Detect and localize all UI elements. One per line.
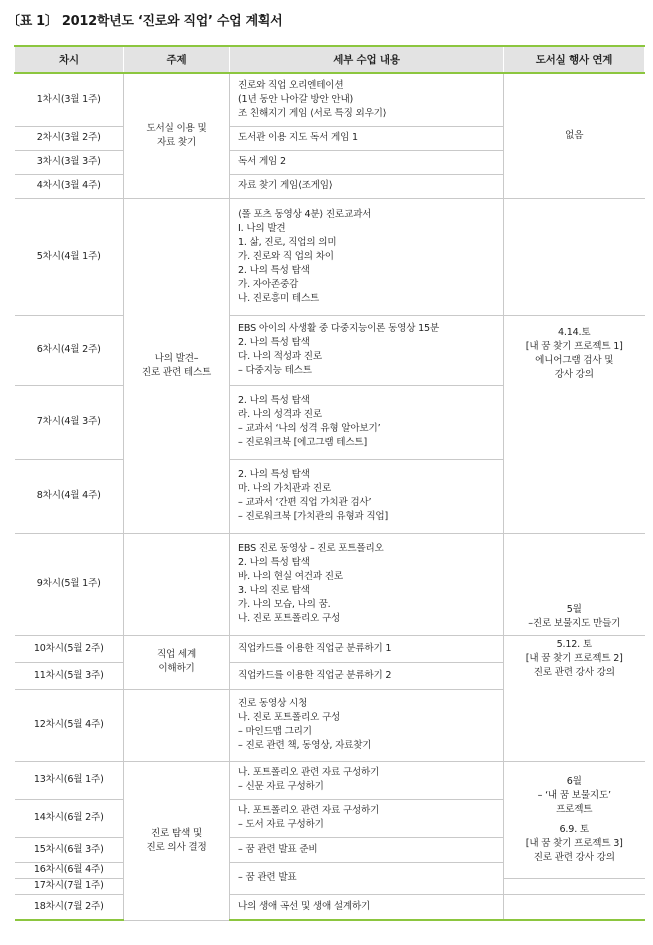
- detail-line: 진로와 직업 오리엔테이션: [238, 79, 344, 91]
- detail-line: 나. 진로 포트폴리오 구성: [238, 613, 341, 624]
- detail-line: 2. 나의 특성 탐색: [238, 337, 310, 348]
- session-cell: 18차시(7월 2주): [15, 894, 124, 920]
- detail-line: 나. 포트폴리오 관련 자료 구성하기: [238, 805, 380, 816]
- session-cell: 14차시(6월 2주): [15, 799, 124, 837]
- detail-cell: [230, 662, 504, 689]
- event-line: 6월: [566, 775, 582, 787]
- detail-line: 마. 나의 가치관과 진로: [238, 483, 332, 494]
- detail-cell: [230, 73, 504, 126]
- detail-line: 가. 나의 모습, 나의 꿈.: [238, 599, 331, 610]
- session-cell: 13차시(6월 1주): [15, 761, 124, 799]
- header-session: 차시: [15, 46, 124, 73]
- detail-cell: [230, 689, 504, 761]
- event-line: 5월: [566, 603, 582, 615]
- detail-cell: [230, 174, 504, 198]
- topic-line: 이해하기: [158, 663, 195, 674]
- event-line: 에니어그램 검사 및: [535, 354, 614, 366]
- table-row: [15, 533, 645, 635]
- event-cell: [504, 73, 645, 198]
- event-cell: [504, 533, 645, 635]
- event-cell-empty: [504, 894, 645, 920]
- detail-line: 2. 나의 특성 탐색: [238, 557, 310, 568]
- event-line: 프로젝트: [556, 803, 593, 815]
- detail-line: – 꿈 관련 발표: [238, 872, 297, 883]
- event-cell-empty: [504, 198, 645, 315]
- topic-line: 나의 발견–: [154, 352, 199, 364]
- event-line: 진로 관련 강사 강의: [533, 851, 615, 863]
- event-line: 6.9. 토: [559, 823, 589, 835]
- session-cell: 12차시(5월 4주): [15, 689, 124, 761]
- topic-cell: [124, 73, 230, 198]
- detail-line: 라. 나의 성격과 진로: [238, 409, 322, 420]
- topic-line: 진로 의사 결정: [146, 841, 207, 853]
- detail-line: 나. 포트폴리오 관련 자료 구성하기: [238, 767, 380, 778]
- detail-line: – 신문 자료 구성하기: [238, 781, 324, 792]
- event-line: [내 꿈 찾기 프로젝트 3]: [525, 837, 623, 849]
- topic-cell-empty: [124, 533, 230, 635]
- detail-line: 직업카드를 이용한 직업군 분류하기 1: [238, 642, 392, 654]
- detail-cell: [230, 385, 504, 459]
- detail-line: 독서 게임 2: [238, 156, 286, 167]
- session-cell: 16차시(6월 4주): [15, 862, 124, 878]
- topic-cell: [124, 198, 230, 533]
- event-line: – ‘내 꿈 보물지도’: [537, 789, 611, 801]
- event-line: 없음: [565, 129, 584, 141]
- detail-line: EBS 진로 동영상 – 진로 포트폴리오: [238, 543, 384, 554]
- session-cell: 6차시(4월 2주): [15, 315, 124, 385]
- detail-cell: [230, 459, 504, 533]
- detail-cell: [230, 150, 504, 174]
- detail-line: 가. 자아존중감: [238, 278, 299, 290]
- topic-cell: [124, 761, 230, 920]
- detail-line: 3. 나의 진로 탐색: [238, 585, 310, 596]
- session-cell: 9차시(5월 1주): [15, 533, 124, 635]
- session-cell: 17차시(7월 1주): [15, 878, 124, 894]
- detail-line: 자료 찾기 게임⟨조게임⟩: [238, 180, 333, 191]
- event-line: [내 꿈 찾기 프로젝트 1]: [525, 340, 623, 352]
- table-row: [15, 761, 645, 799]
- detail-cell: [230, 635, 504, 662]
- event-line: –진로 보물지도 만들기: [528, 617, 621, 629]
- detail-line: Ⅰ. 나의 발견: [238, 222, 286, 234]
- detail-line: ⟨폴 포츠 동영상 4분⟩ 진로교과서: [238, 208, 372, 220]
- detail-line: 진로 동영상 시청: [238, 698, 308, 709]
- table-row: [15, 894, 645, 920]
- session-cell: 8차시(4월 4주): [15, 459, 124, 533]
- detail-line: – 꿈 관련 발표 준비: [238, 843, 318, 855]
- detail-line: 바. 나의 현실 여건과 진로: [238, 571, 343, 582]
- session-cell: 2차시(3월 2주): [15, 126, 124, 150]
- header-row: [15, 46, 645, 73]
- detail-line: – 교과서 ‘나의 성격 유형 알아보기’: [238, 423, 381, 434]
- detail-line: EBS 아이의 사생활 중 다중지능이론 동영상 15분: [238, 323, 440, 334]
- detail-line: – 다중지능 테스트: [238, 365, 312, 376]
- topic-line: 진로 관련 테스트: [141, 366, 212, 378]
- detail-line: – 진로워크북 [가치관의 유형과 직업]: [238, 511, 389, 522]
- detail-line: 나의 생애 곡선 및 생애 설계하기: [238, 900, 371, 912]
- detail-line: – 진로워크북 [에고그램 테스트]: [238, 437, 368, 448]
- header-library-event: 도서실 행사 연계: [504, 46, 645, 73]
- detail-line: 나. 진로 포트폴리오 구성: [238, 712, 341, 723]
- detail-line: (1년 동안 나아갈 방안 안내): [238, 93, 354, 105]
- topic-line: 자료 찾기: [156, 136, 197, 148]
- detail-line: – 도서 자료 구성하기: [238, 819, 324, 830]
- detail-line: 도서관 이용 지도 독서 게임 1: [238, 132, 358, 143]
- session-cell: 11차시(5월 3주): [15, 662, 124, 689]
- event-line: [내 꿈 찾기 프로젝트 2]: [525, 652, 623, 664]
- detail-cell: [230, 761, 504, 799]
- event-cell: [504, 315, 645, 533]
- detail-line: – 마인드맵 그리기: [238, 726, 312, 737]
- detail-cell: [230, 862, 504, 894]
- event-cell: [504, 635, 645, 761]
- detail-cell: [230, 799, 504, 837]
- table-row: [15, 635, 645, 662]
- topic-cell-empty: [124, 689, 230, 761]
- topic-line: 진로 탐색 및: [150, 827, 203, 839]
- detail-line: 1. 삶, 진로, 직업의 의미: [238, 236, 337, 248]
- event-cell: [504, 761, 645, 878]
- table-caption: 〔표 1〕 2012학년도 ‘진로와 직업’ 수업 계획서: [7, 14, 283, 29]
- session-cell: 15차시(6월 3주): [15, 837, 124, 862]
- detail-line: 조 친해지기 게임 ⟨서로 특징 외우기⟩: [238, 107, 387, 119]
- event-line: 진로 관련 강사 강의: [533, 666, 615, 678]
- detail-cell: [230, 533, 504, 635]
- topic-cell: [124, 635, 230, 689]
- session-cell: 1차시(3월 1주): [15, 73, 124, 126]
- table-row: [15, 198, 645, 315]
- detail-line: 2. 나의 특성 탐색: [238, 395, 310, 406]
- detail-cell: [230, 198, 504, 315]
- detail-line: 2. 나의 특성 탐색: [238, 469, 310, 480]
- detail-cell: [230, 126, 504, 150]
- detail-line: 가. 진로와 직 업의 차이: [238, 250, 334, 262]
- topic-line: 직업 세계: [156, 649, 197, 660]
- detail-line: – 진로 관련 책, 동영상, 자료찾기: [238, 740, 372, 751]
- header-details: 세부 수업 내용: [230, 46, 504, 73]
- session-cell: 4차시(3월 4주): [15, 174, 124, 198]
- detail-line: 2. 나의 특성 탐색: [238, 264, 310, 276]
- detail-cell: [230, 837, 504, 862]
- detail-line: 다. 나의 적성과 진로: [238, 351, 322, 362]
- topic-line: 도서실 이용 및: [146, 122, 207, 134]
- detail-line: 직업카드를 이용한 직업군 분류하기 2: [238, 669, 392, 681]
- session-cell: 5차시(4월 1주): [15, 198, 124, 315]
- detail-line: – 교과서 ‘간편 직업 가치관 검사’: [238, 497, 372, 508]
- table-row: [15, 315, 645, 385]
- session-cell: 10차시(5월 2주): [15, 635, 124, 662]
- detail-line: 나. 진로흥미 테스트: [238, 292, 320, 304]
- detail-cell: [230, 894, 504, 920]
- lesson-plan-table: [14, 45, 645, 921]
- event-cell-empty: [504, 878, 645, 894]
- event-line: 4.14.토: [558, 326, 591, 338]
- event-line: 강사 강의: [554, 368, 594, 380]
- session-cell: 7차시(4월 3주): [15, 385, 124, 459]
- session-cell: 3차시(3월 3주): [15, 150, 124, 174]
- event-line: 5.12. 토: [556, 638, 592, 650]
- header-topic: 주제: [124, 46, 230, 73]
- detail-cell: [230, 315, 504, 385]
- table-row: [15, 73, 645, 126]
